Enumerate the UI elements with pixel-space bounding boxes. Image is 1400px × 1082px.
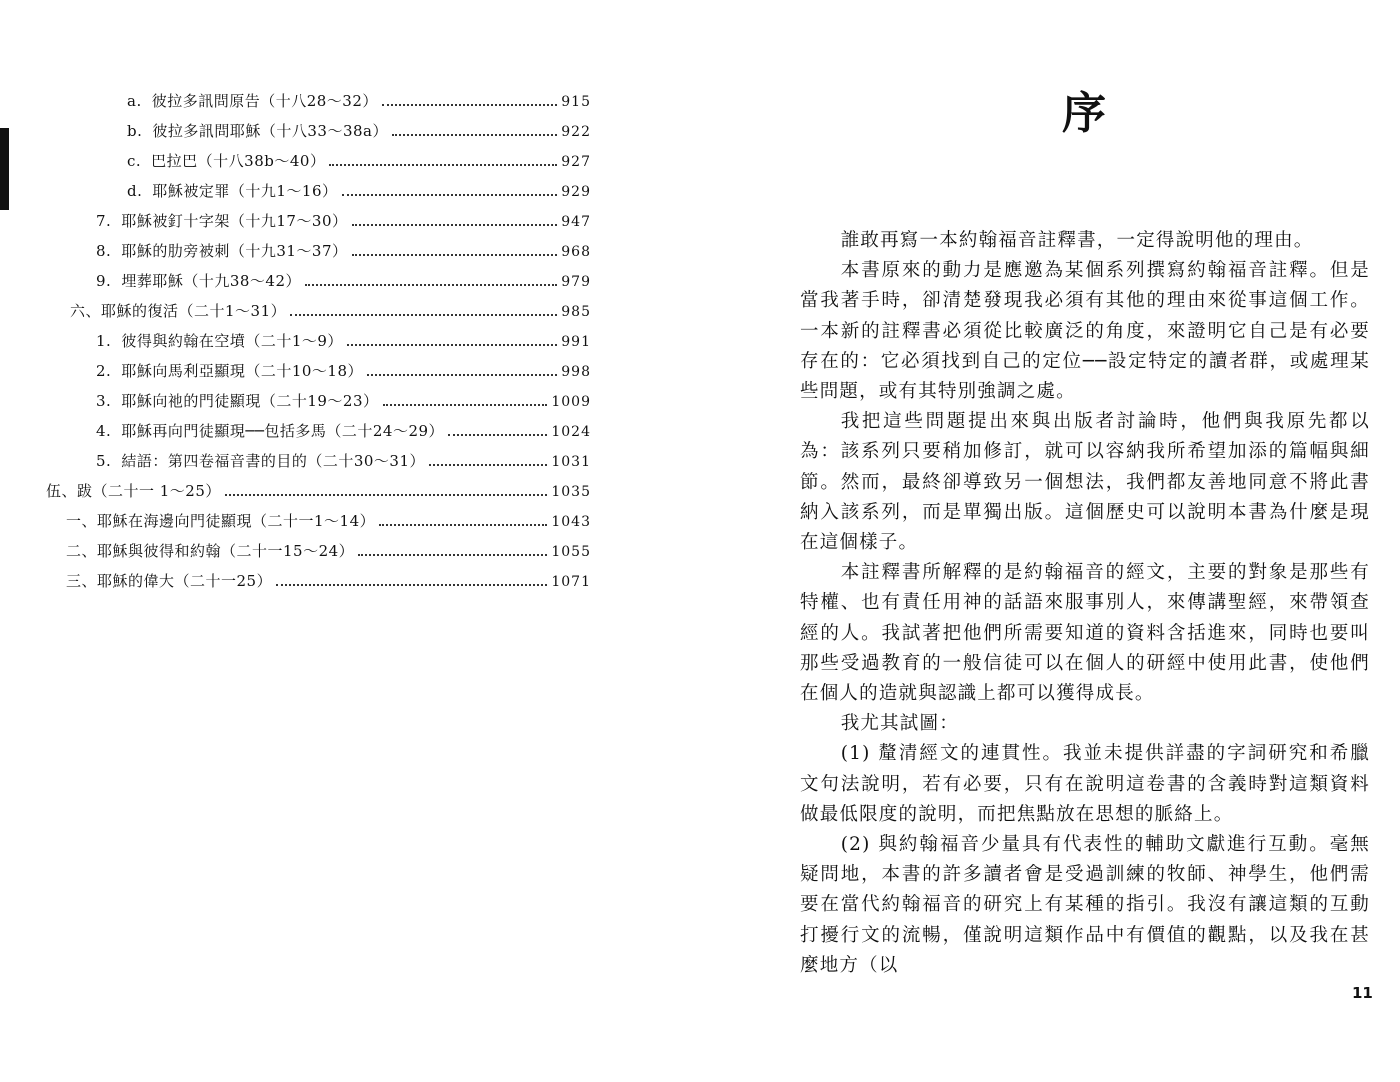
page-number: 11 [1352,984,1373,1002]
toc-page: 922 [561,124,591,140]
toc-page: 991 [561,334,591,350]
toc-number: 7. [96,212,112,230]
toc-row [96,266,591,296]
toc-leader [448,434,547,436]
toc-leader [358,554,547,556]
toc-page: 1009 [551,394,591,410]
toc-row [127,176,591,206]
toc-page: 1024 [551,424,591,440]
toc-leader [329,164,557,166]
paragraph: 本註釋書所解釋的是約翰福音的經文，主要的對象是那些有特權、也有責任用神的話語來服事別人，來傳講聖經，來帶領查經的人。我試著把他們所需要知道的資料含括進來，同時也要叫那些受過教育的一般信徒可以在個人的研經中使用此書，使他們在個人的造就與認識上都可以獲得成長。 [800,562,1370,705]
toc-number: 8. [96,242,112,260]
toc-number: d. [127,182,143,200]
toc-title: 巴拉巴（十八38b～40） [151,152,326,170]
toc-leader [225,494,547,496]
toc-leader [290,314,557,316]
toc-page: 1035 [551,484,591,500]
toc-number: 2. [96,362,112,380]
toc-page: 927 [561,154,591,170]
toc-row [127,116,591,146]
toc-number: c. [127,152,142,170]
toc-number: 9. [96,272,112,290]
paragraph: 我把這些問題提出來與出版者討論時，他們與我原先都以為：該系列只要稍加修訂，就可以容納我所希望加添的篇幅與細節。然而，最終卻導致另一個想法，我們都友善地同意不將此書納入該系列，而是單獨出版。這個歷史可以說明本書為什麼是現在這個樣子。 [800,411,1370,554]
toc-leader [352,224,558,226]
toc-leader [352,254,558,256]
toc-leader [392,134,557,136]
toc-number: 5. [96,452,112,470]
toc-row [96,326,591,356]
toc-row [96,206,591,236]
toc-page: 929 [561,184,591,200]
toc-number: 4. [96,422,112,440]
toc-title: 彼拉多訊問原告（十八28～32） [151,92,378,110]
toc-title: 耶穌向馬利亞顯現（二十10～18） [121,362,363,380]
toc-title: 耶穌被定罪（十九1～16） [152,182,338,200]
toc-title: 耶穌向祂的門徒顯現（二十19～23） [121,392,379,410]
toc-title: 彼得與約翰在空墳（二十1～9） [121,332,343,350]
toc-row [66,566,591,596]
toc-title: 伍、跋（二十一 1～25） [46,482,221,500]
toc-row [96,356,591,386]
toc-leader [429,464,547,466]
preface-body [800,226,1370,981]
paragraph: (1) 釐清經文的連貫性。我並未提供詳盡的字詞研究和希臘文句法說明，若有必要，只有在說明這卷書的含義時對這類資料做最低限度的說明，而把焦點放在思想的脈絡上。 [800,743,1370,825]
toc-row [96,416,591,446]
toc-row [66,506,591,536]
toc-leader [305,284,557,286]
toc-number: b. [127,122,143,140]
toc-row [46,476,591,506]
paragraph: 我尤其試圖： [840,713,959,735]
toc-title: 六、耶穌的復活（二十1～31） [70,302,287,320]
toc-row [96,236,591,266]
toc-number: 1. [96,332,112,350]
toc-leader [342,194,558,196]
toc-title: 一、耶穌在海邊向門徒顯現（二十一1～14） [66,512,376,530]
toc-page: 947 [561,214,591,230]
toc-title: 彼拉多訊問耶穌（十八33～38a） [152,122,388,140]
toc-page: 1031 [551,454,591,470]
paragraph: 誰敢再寫一本約翰福音註釋書，一定得說明他的理由。 [840,230,1314,251]
toc-title: 三、耶穌的偉大（二十一25） [66,572,273,590]
toc-row [96,446,591,476]
toc-leader [276,584,547,586]
toc-leader [367,374,557,376]
toc-page: 979 [561,274,591,290]
toc-title: 耶穌被釘十字架（十九17～30） [121,212,348,230]
toc-leader [382,104,557,106]
toc-row [66,536,591,566]
toc-leader [379,524,547,526]
paragraph: (2) 與約翰福音少量具有代表性的輔助文獻進行互動。毫無疑問地，本書的許多讀者會是受過訓練的牧師、神學生，他們需要在當代約翰福音的研究上有某種的指引。我沒有讓這類的互動打擾行文的流暢，僅說明這類作品中有價值的觀點，以及我在甚麼地方（以 [800,834,1370,976]
toc-page: 998 [561,364,591,380]
toc-title: 結語：第四卷福音書的目的（二十30～31） [121,452,425,470]
toc-row [96,386,591,416]
toc-leader [347,344,557,346]
toc-page: 1071 [551,574,591,590]
toc-page: 985 [561,304,591,320]
toc-number: 3. [96,392,112,410]
toc-number: a. [127,92,142,110]
toc-row [70,296,591,326]
toc-page: 915 [561,94,591,110]
toc-title: 二、耶穌與彼得和約翰（二十一15～24） [66,542,355,560]
toc-page: 968 [561,244,591,260]
toc-page: 1043 [551,514,591,530]
toc-title: 耶穌的肋旁被刺（十九31～37） [121,242,348,260]
toc-title: 埋葬耶穌（十九38～42） [121,272,301,290]
toc-row [127,86,591,116]
toc-row [127,146,591,176]
preface-title: 序 [1062,88,1106,139]
toc-title: 耶穌再向門徒顯現──包括多馬（二十24～29） [121,422,445,440]
right-page [700,0,1400,1082]
paragraph: 本書原來的動力是應邀為某個系列撰寫約翰福音註釋。但是當我著手時，卻清楚發現我必須有其他的理由來從事這個工作。一本新的註釋書必須從比較廣泛的角度，來證明它自己是有必要存在的：它必須找到自己的定位──設定特定的讀者群，或處理某些問題，或有其特別強調之處。 [800,260,1370,403]
toc-leader [383,404,548,406]
toc-page: 1055 [551,544,591,560]
